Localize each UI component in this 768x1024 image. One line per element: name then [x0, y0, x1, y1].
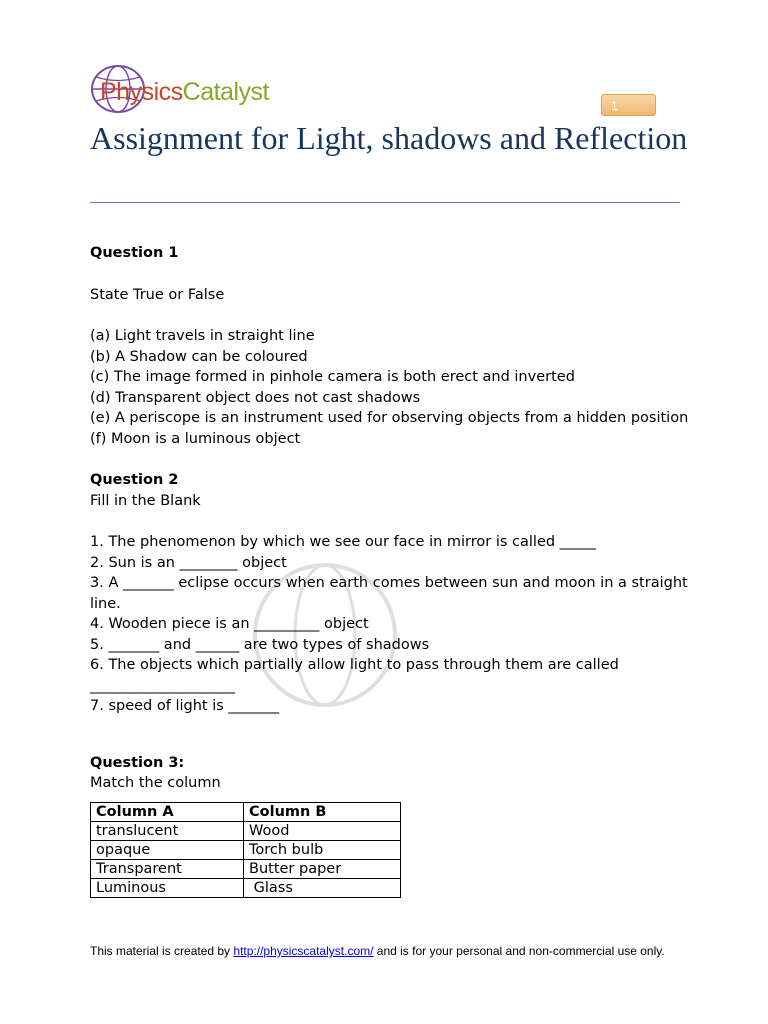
- logo-wordmark: [100, 78, 269, 107]
- table-header-row: [91, 802, 401, 821]
- assignment-content: [90, 243, 690, 898]
- page-title: Assignment for Light, shadows and Reflection: [90, 120, 688, 156]
- footer-text-after: and is for your personal and non-commercial use only.: [373, 944, 665, 958]
- question-3-heading: Question 3:: [90, 754, 185, 771]
- q1-item: (a) Light travels in straight line: [90, 328, 315, 344]
- table-row: [91, 878, 401, 897]
- q2-item: 2. Sun is an ________ object: [90, 554, 287, 571]
- question-2-heading: Question 2: [90, 472, 179, 488]
- table-row: [91, 859, 401, 878]
- logo-word-catalyst: Catalyst: [182, 78, 269, 106]
- table-cell: Wood: [244, 821, 401, 840]
- table-cell: Torch bulb: [244, 840, 401, 859]
- q1-item: (c) The image formed in pinhole camera is both erect and inverted: [90, 369, 575, 385]
- table-row: [91, 840, 401, 859]
- table-row: [91, 821, 401, 840]
- q2-item: 7. speed of light is _______: [90, 698, 280, 714]
- footer-text-before: This material is created by: [90, 944, 234, 958]
- table-cell: opaque: [91, 840, 244, 859]
- table-cell: translucent: [91, 821, 244, 840]
- q2-item: 3. A _______ eclipse occurs when earth comes between sun and moon in a straight line.: [90, 575, 688, 612]
- q2-item: 1. The phenomenon by which we see our face in mirror is called _____: [90, 534, 596, 550]
- q1-item: (b) A Shadow can be coloured: [90, 348, 308, 365]
- q2-item: 4. Wooden piece is an _________ object: [90, 616, 369, 632]
- question-1-instruction: State True or False: [90, 286, 225, 303]
- q1-item: (e) A periscope is an instrument used for observing objects from a hidden position: [90, 410, 689, 426]
- logo: [88, 62, 269, 122]
- title-rule: [90, 202, 680, 203]
- table-cell: Butter paper: [244, 859, 401, 878]
- q2-item: 5. _______ and ______ are two types of shadows: [90, 636, 430, 653]
- question-1-heading: Question 1: [90, 245, 179, 261]
- logo-word-physics: Physics: [100, 78, 183, 106]
- question-3-instruction: Match the column: [90, 775, 221, 791]
- question-2-instruction: Fill in the Blank: [90, 492, 201, 509]
- q1-item: (d) Transparent object does not cast shadows: [90, 389, 421, 406]
- table-cell: Glass: [244, 878, 401, 897]
- q2-item: 6. The objects which partially allow light to pass through them are called ____________________: [90, 657, 619, 694]
- table-cell: Transparent: [91, 859, 244, 878]
- q1-item: (f) Moon is a luminous object: [90, 430, 301, 447]
- page-number-badge: 1: [601, 94, 656, 116]
- table-header-cell: Column A: [91, 802, 244, 821]
- table-cell: Luminous: [91, 878, 244, 897]
- footer-note: [90, 943, 690, 960]
- footer-link[interactable]: http://physicscatalyst.com/: [233, 944, 374, 958]
- table-header-cell: Column B: [244, 802, 401, 821]
- match-table: [90, 802, 401, 898]
